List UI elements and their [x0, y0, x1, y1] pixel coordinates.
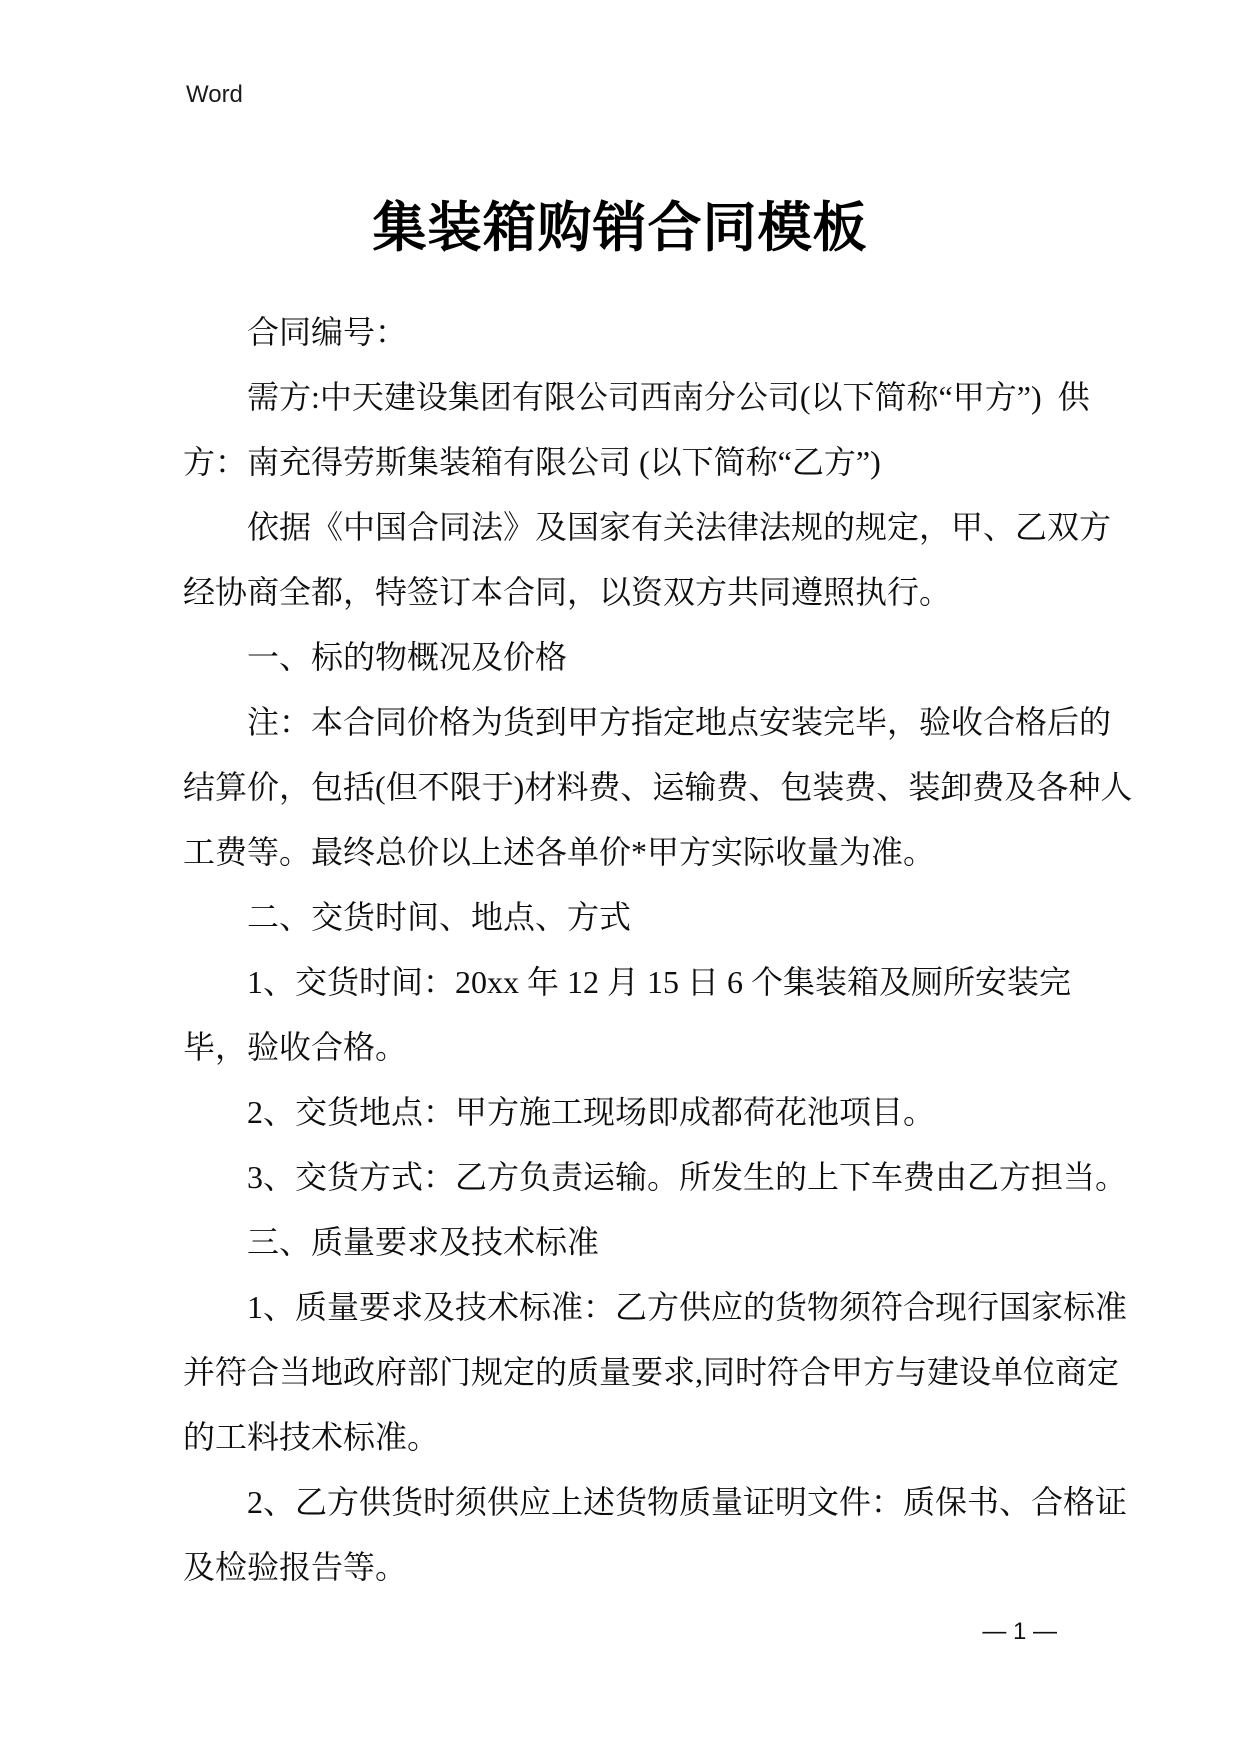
document-line: 注：本合同价格为货到甲方指定地点安装完毕，验收合格后的	[247, 704, 1112, 740]
document-line: 2、乙方供货时须供应上述货物质量证明文件：质保书、合格证	[247, 1484, 1128, 1520]
page-number: — 1 —	[982, 1618, 1057, 1645]
document-line: 经协商全都，特签订本合同，以资双方共同遵照执行。	[183, 574, 952, 610]
document-line: 1、质量要求及技术标准：乙方供应的货物须符合现行国家标准	[247, 1289, 1128, 1325]
document-line: 依据《中国合同法》及国家有关法律法规的规定，甲、乙双方	[247, 509, 1112, 545]
document-line: 毕，验收合格。	[183, 1029, 408, 1065]
document-line: 并符合当地政府部门规定的质量要求,同时符合甲方与建设单位商定	[183, 1354, 1120, 1390]
document-line: 结算价，包括(但不限于)材料费、运输费、包装费、装卸费及各种人	[183, 769, 1133, 805]
document-line: 方：南充得劳斯集装箱有限公司 (以下简称“乙方”)	[183, 444, 881, 480]
document-line: 1、交货时间：20xx 年 12 月 15 日 6 个集装箱及厕所安装完	[247, 964, 1072, 1000]
document-body	[183, 300, 1133, 1600]
document-line: 的工料技术标准。	[183, 1419, 440, 1455]
document-line: 3、交货方式：乙方负责运输。所发生的上下车费由乙方担当。	[247, 1159, 1128, 1195]
document-line: 及检验报告等。	[183, 1549, 408, 1585]
document-line: 一、标的物概况及价格	[247, 639, 568, 675]
document-line: 需方:中天建设集团有限公司西南分公司(以下简称“甲方”) 供	[247, 379, 1090, 415]
document-line: 2、交货地点：甲方施工现场即成都荷花池项目。	[247, 1094, 936, 1130]
document-line: 合同编号：	[247, 314, 408, 350]
document-line: 工费等。最终总价以上述各单价*甲方实际收量为准。	[183, 834, 936, 870]
word-app-label: Word	[186, 81, 243, 108]
document-line: 三、质量要求及技术标准	[247, 1224, 600, 1260]
document-title: 集装箱购销合同模板	[372, 198, 868, 258]
document-line: 二、交货时间、地点、方式	[247, 899, 632, 935]
